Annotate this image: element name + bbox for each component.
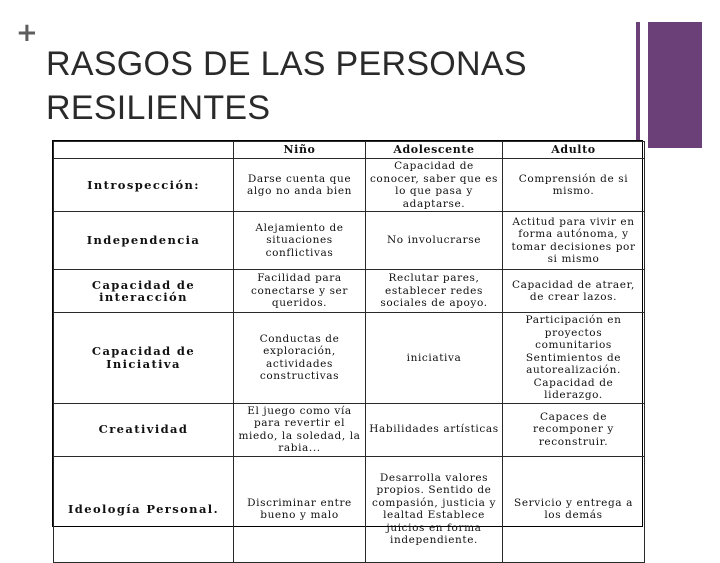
traits-table-container bbox=[52, 140, 643, 546]
cell-adulto: Comprensión de si mismo. bbox=[503, 159, 645, 212]
cell-adulto: Participación en proyectos comunitarios Sentimientos de autorealización. Capacidad de liderazgo. bbox=[503, 313, 645, 404]
slide-title bbox=[46, 42, 626, 130]
cell-nino: El juego como vía para revertir el miedo, la soledad, la rabia... bbox=[234, 403, 366, 456]
table-row bbox=[54, 270, 645, 313]
cell-adulto: Servicio y entrega a los demás bbox=[503, 456, 645, 562]
table-row bbox=[54, 212, 645, 270]
header-adulto: Adulto bbox=[503, 142, 645, 159]
row-label: Introspección: bbox=[54, 159, 234, 212]
table-header-row bbox=[54, 142, 645, 159]
cell-nino: Darse cuenta que algo no anda bien bbox=[234, 159, 366, 212]
row-label: Independencia bbox=[54, 212, 234, 270]
cell-nino: Conductas de exploración, actividades constructivas bbox=[234, 313, 366, 404]
cell-adolescente: Desarrolla valores propios. Sentido de compasión, justicia y lealtad Establece juicios en forma independiente. bbox=[366, 456, 503, 562]
header-empty bbox=[54, 142, 234, 159]
cell-adolescente: No involucrarse bbox=[366, 212, 503, 270]
plus-bullet-icon: + bbox=[16, 18, 38, 48]
cell-adolescente: iniciativa bbox=[366, 313, 503, 404]
cell-nino: Alejamiento de situaciones conflictivas bbox=[234, 212, 366, 270]
cell-nino: Facilidad para conectarse y ser queridos. bbox=[234, 270, 366, 313]
cell-adolescente: Reclutar pares, establecer redes sociales de apoyo. bbox=[366, 270, 503, 313]
cell-nino: Discriminar entre bueno y malo bbox=[234, 456, 366, 562]
cell-adulto: Capacidad de atraer, de crear lazos. bbox=[503, 270, 645, 313]
row-label: Creatividad bbox=[54, 403, 234, 456]
cell-adolescente: Capacidad de conocer, saber que es lo que pasa y adaptarse. bbox=[366, 159, 503, 212]
table-row bbox=[54, 313, 645, 404]
accent-stripe-bar bbox=[648, 22, 702, 148]
slide-title-line-2: RESILIENTES bbox=[46, 89, 271, 127]
row-label: Ideología Personal. bbox=[54, 456, 234, 562]
slide-title-line-1: RASGOS DE LAS PERSONAS bbox=[46, 45, 527, 83]
cell-adolescente: Habilidades artísticas bbox=[366, 403, 503, 456]
header-adolescente: Adolescente bbox=[366, 142, 503, 159]
cell-adulto: Actitud para vivir en forma autónoma, y tomar decisiones por si mismo bbox=[503, 212, 645, 270]
table-row bbox=[54, 159, 645, 212]
traits-table bbox=[53, 141, 645, 563]
table-row bbox=[54, 403, 645, 456]
row-label: Capacidad de Iniciativa bbox=[54, 313, 234, 404]
cell-adulto: Capaces de recomponer y reconstruir. bbox=[503, 403, 645, 456]
header-nino: Niño bbox=[234, 142, 366, 159]
accent-stripe-thin bbox=[636, 22, 640, 148]
row-label: Capacidad de interacción bbox=[54, 270, 234, 313]
table-row bbox=[54, 456, 645, 562]
